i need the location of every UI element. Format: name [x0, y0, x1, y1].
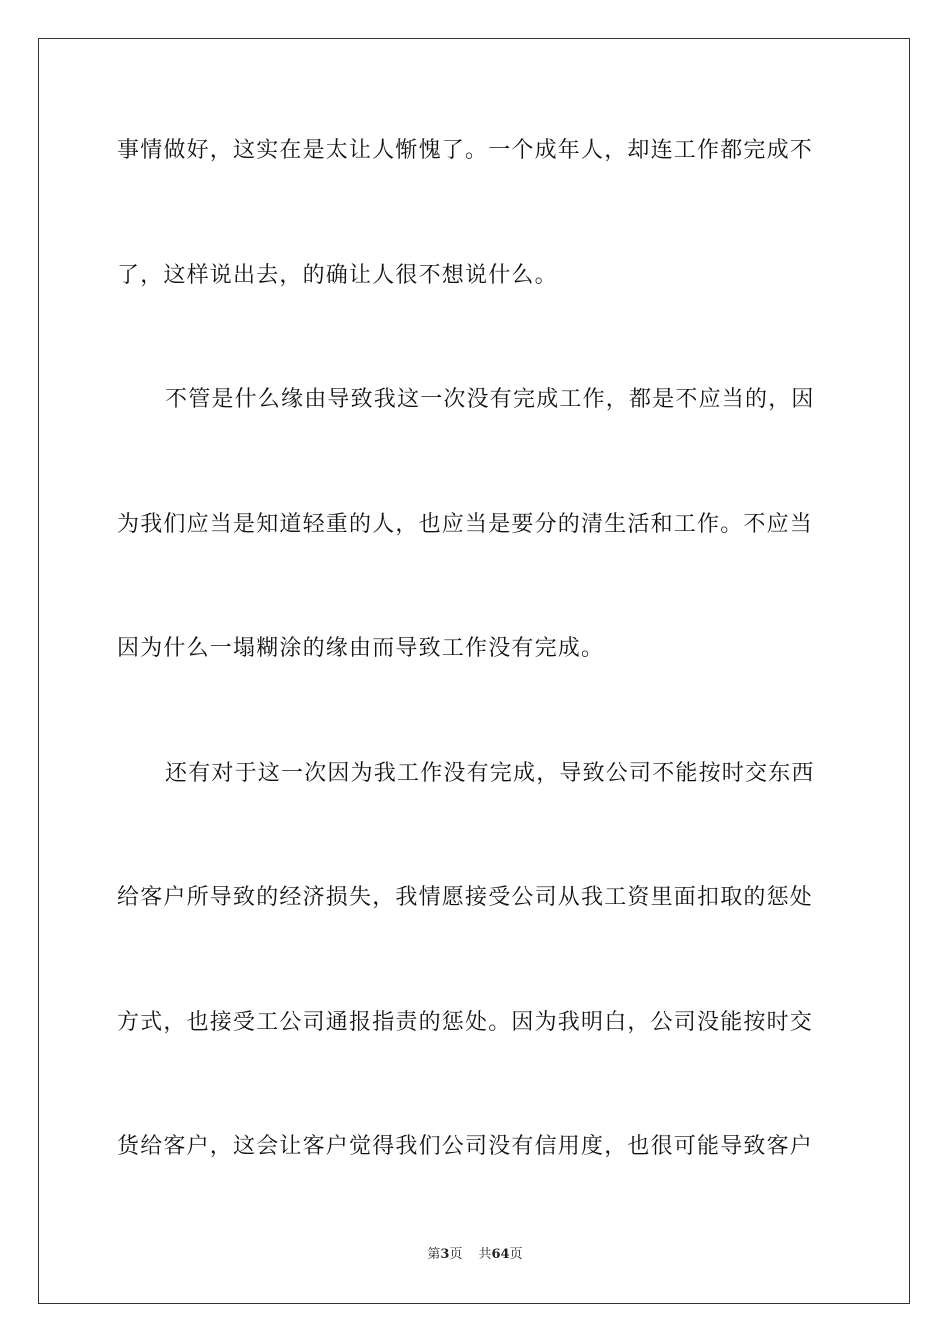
total-suffix: 页	[509, 1247, 523, 1262]
body-line-2: 了，这样说出去，的确让人很不想说什么。	[117, 263, 558, 288]
total-prefix: 共	[478, 1247, 492, 1262]
body-line-6: 还有对于这一次因为我工作没有完成，导致公司不能按时交东西	[165, 761, 815, 786]
page-prefix: 第	[427, 1247, 441, 1262]
body-line-7: 给客户所导致的经济损失，我情愿接受公司从我工资里面扣取的惩处	[117, 885, 814, 910]
page-number: 3	[440, 1247, 450, 1262]
page-suffix: 页	[449, 1247, 463, 1262]
body-line-8: 方式，也接受工公司通报指责的惩处。因为我明白，公司没能按时交	[117, 1010, 814, 1035]
total-pages: 64	[491, 1247, 510, 1262]
body-line-9: 货给客户，这会让客户觉得我们公司没有信用度，也很可能导致客户	[117, 1134, 814, 1159]
body-line-1: 事情做好，这实在是太让人惭愧了。一个成年人，却连工作都完成不	[117, 138, 814, 163]
page-footer	[0, 1246, 950, 1264]
body-line-4: 为我们应当是知道轻重的人，也应当是要分的清生活和工作。不应当	[117, 512, 814, 537]
body-line-3: 不管是什么缘由导致我这一次没有完成工作，都是不应当的，因	[165, 387, 815, 412]
body-line-5: 因为什么一塌糊涂的缘由而导致工作没有完成。	[117, 636, 605, 661]
page-frame	[38, 38, 910, 1304]
